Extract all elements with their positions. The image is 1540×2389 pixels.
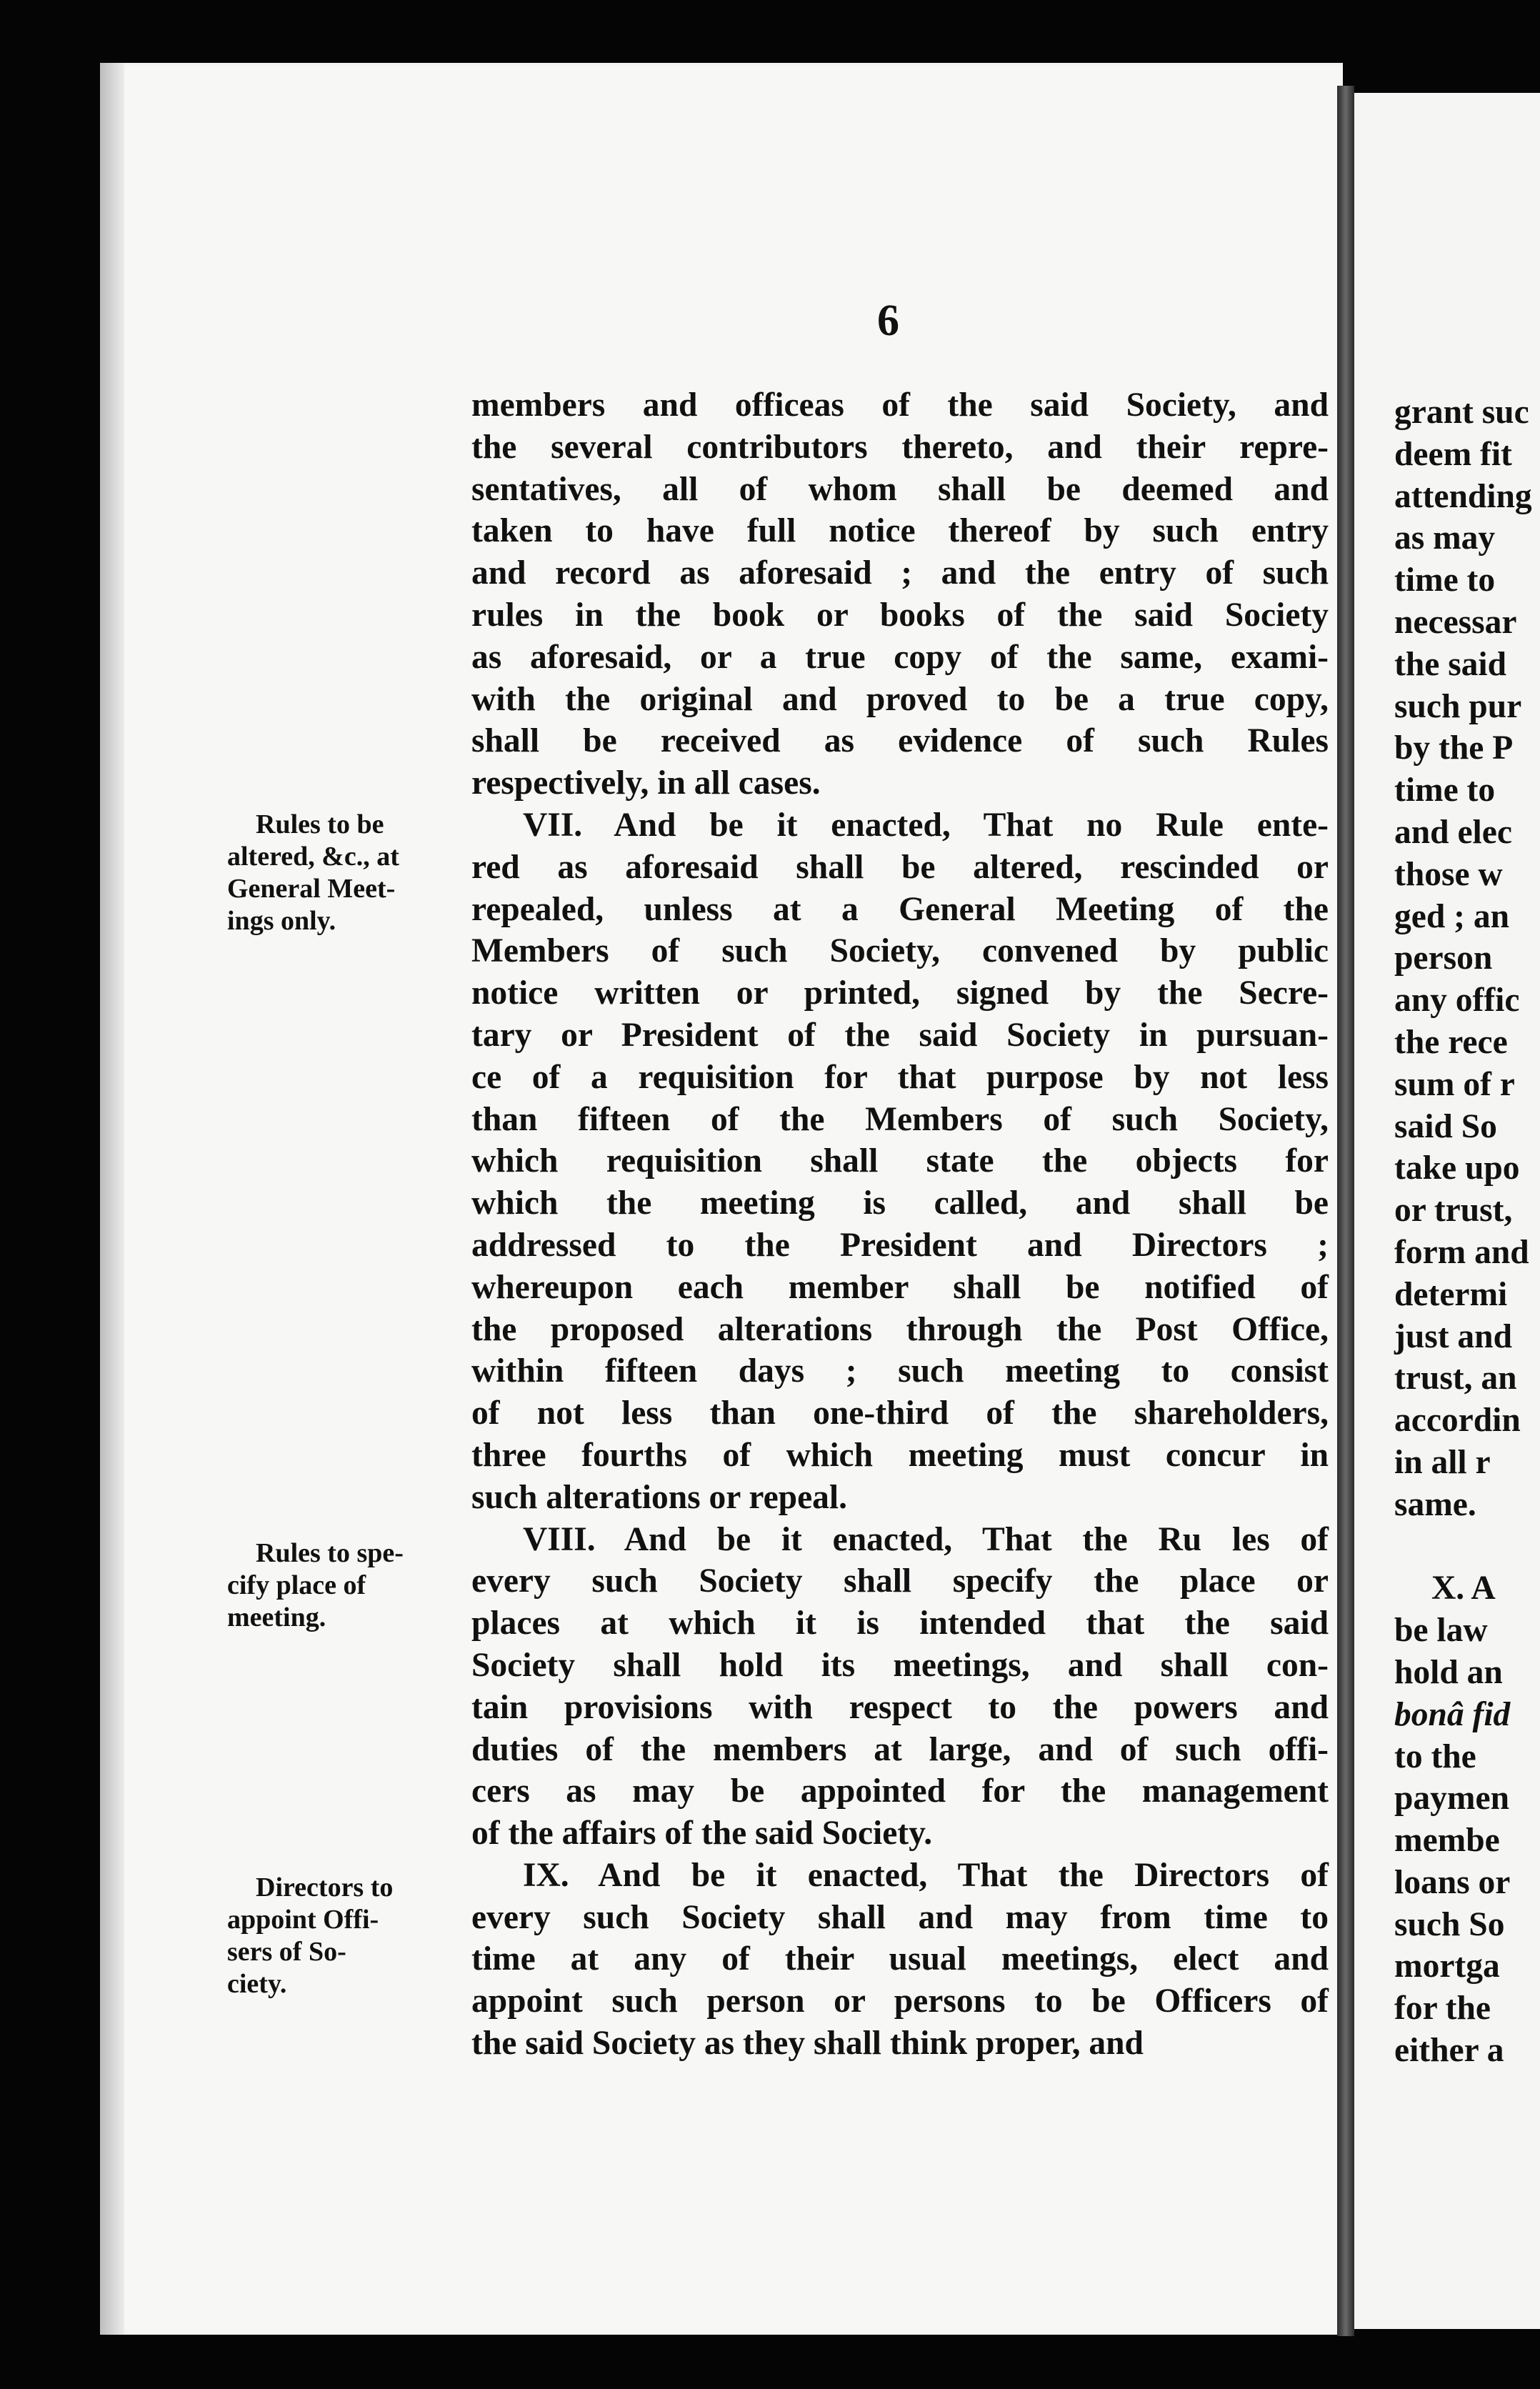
text-line: of the affairs of the said Society. bbox=[471, 1815, 933, 1852]
text-line: cers as may be appointed for the management bbox=[471, 1772, 1329, 1810]
right-page-line: take upo bbox=[1394, 1149, 1520, 1187]
text-line: every such Society shall and may from time to bbox=[471, 1898, 1329, 1936]
text-line: red as aforesaid shall be altered, rescinded or bbox=[471, 848, 1329, 886]
margin-note-line: Rules to be bbox=[256, 809, 384, 839]
right-page-line: same. bbox=[1394, 1485, 1476, 1523]
margin-note-rules-place bbox=[227, 1537, 463, 1634]
text-line: members and officeas of the said Society, and bbox=[471, 386, 1329, 424]
right-page-line: be law bbox=[1394, 1612, 1488, 1650]
right-page-line: such pur bbox=[1394, 687, 1522, 725]
right-page-line: trust, an bbox=[1394, 1360, 1517, 1397]
text-line: than fifteen of the Members of such Society, bbox=[471, 1100, 1329, 1138]
left-page-edge bbox=[100, 63, 124, 2335]
margin-note-line: General Meet- bbox=[227, 874, 396, 904]
right-page-line: accordin bbox=[1394, 1402, 1521, 1440]
right-page-line: to the bbox=[1394, 1737, 1476, 1775]
right-page-line: the rece bbox=[1394, 1023, 1508, 1061]
text-line: within fifteen days ; such meeting to consist bbox=[471, 1352, 1329, 1390]
right-page-line: those w bbox=[1394, 855, 1503, 893]
margin-note-line: sers of So- bbox=[227, 1937, 346, 1967]
text-line: of not less than one-third of the shareholders, bbox=[471, 1395, 1329, 1432]
main-body-text bbox=[471, 384, 1329, 2065]
right-page-line: ged ; an bbox=[1394, 897, 1509, 935]
right-page-line: paymen bbox=[1394, 1780, 1509, 1817]
text-line: three fourths of which meeting must concur in bbox=[471, 1436, 1329, 1474]
book-gutter bbox=[1337, 86, 1354, 2336]
margin-note-directors bbox=[227, 1872, 463, 2000]
right-page-line: person bbox=[1394, 939, 1493, 977]
text-line: taken to have full notice thereof by such entry bbox=[471, 512, 1329, 550]
text-line: whereupon each member shall be notified of bbox=[471, 1268, 1329, 1306]
margin-note-line: altered, &c., at bbox=[227, 842, 399, 872]
text-line: rules in the book or books of the said Society bbox=[471, 596, 1329, 634]
right-page-line: said So bbox=[1394, 1107, 1497, 1145]
right-page-line: and elec bbox=[1394, 813, 1512, 851]
text-line: tain provisions with respect to the powers and bbox=[471, 1688, 1329, 1726]
text-line: VII. And be it enacted, That no Rule ente- bbox=[523, 806, 1329, 844]
right-page-line: by the P bbox=[1394, 729, 1514, 767]
right-page-line: mortga bbox=[1394, 1947, 1500, 1985]
margin-note-line: appoint Offi- bbox=[227, 1905, 379, 1935]
margin-note-line: meeting. bbox=[227, 1602, 326, 1632]
text-line: the proposed alterations through the Post Office, bbox=[471, 1310, 1329, 1348]
right-page-line: determi bbox=[1394, 1275, 1508, 1313]
text-line: notice written or printed, signed by the Secre- bbox=[471, 974, 1329, 1012]
right-page-line: or trust, bbox=[1394, 1192, 1513, 1230]
right-page-line: X. A bbox=[1431, 1570, 1496, 1607]
text-line: tary or President of the said Society in pursuan- bbox=[471, 1016, 1329, 1054]
margin-note-line: Directors to bbox=[256, 1872, 394, 1902]
right-page-line: any offic bbox=[1394, 982, 1520, 1019]
text-line: places at which it is intended that the said bbox=[471, 1605, 1329, 1642]
right-page-line: in all r bbox=[1394, 1443, 1491, 1481]
text-line: every such Society shall specify the place or bbox=[471, 1562, 1329, 1600]
right-page-line: attending bbox=[1394, 477, 1532, 515]
right-page-line: sum of r bbox=[1394, 1065, 1515, 1103]
right-page-line: just and bbox=[1394, 1317, 1512, 1355]
right-page-line: deem fit bbox=[1394, 435, 1512, 473]
right-page-line: form and bbox=[1394, 1233, 1529, 1271]
text-line: which requisition shall state the objects for bbox=[471, 1142, 1329, 1180]
margin-note-line: Rules to spe- bbox=[256, 1538, 404, 1568]
text-line: the said Society as they shall think proper, and bbox=[471, 2025, 1144, 2063]
right-page-text bbox=[1394, 391, 1540, 2072]
right-page-line: time to bbox=[1394, 772, 1496, 809]
text-line: with the original and proved to be a true copy, bbox=[471, 680, 1329, 718]
text-line: shall be received as evidence of such Rules bbox=[471, 722, 1329, 760]
margin-note-rules-altered bbox=[227, 809, 463, 937]
right-page-line: bonâ fid bbox=[1394, 1695, 1511, 1733]
text-line: and record as aforesaid ; and the entry of such bbox=[471, 554, 1329, 592]
right-page-line: necessar bbox=[1394, 603, 1517, 641]
text-line: as aforesaid, or a true copy of the same, exami- bbox=[471, 638, 1329, 676]
text-line: appoint such person or persons to be Officers of bbox=[471, 1982, 1329, 2020]
text-line: VIII. And be it enacted, That the Ru les of bbox=[523, 1520, 1329, 1558]
text-line: such alterations or repeal. bbox=[471, 1478, 847, 1516]
right-page-line: for the bbox=[1394, 1990, 1491, 2028]
text-line: IX. And be it enacted, That the Directors of bbox=[523, 1856, 1329, 1894]
text-line: respectively, in all cases. bbox=[471, 764, 821, 802]
text-line: sentatives, all of whom shall be deemed and bbox=[471, 470, 1329, 508]
right-page-line: membe bbox=[1394, 1822, 1500, 1860]
right-page-line: loans or bbox=[1394, 1863, 1511, 1901]
text-line: addressed to the President and Directors ; bbox=[471, 1226, 1329, 1264]
margin-note-line: ciety. bbox=[227, 1969, 287, 1999]
right-page-line: as may bbox=[1394, 519, 1496, 557]
margin-note-line: ings only. bbox=[227, 906, 336, 936]
margin-note-line: cify place of bbox=[227, 1570, 366, 1600]
right-page-line: the said bbox=[1394, 645, 1507, 683]
right-page-line: such So bbox=[1394, 1905, 1505, 1943]
text-line: the several contributors thereto, and their repre- bbox=[471, 428, 1329, 466]
text-line: repealed, unless at a General Meeting of the bbox=[471, 890, 1329, 928]
text-line: Members of such Society, convened by public bbox=[471, 932, 1329, 970]
right-page-line: grant suc bbox=[1394, 394, 1529, 431]
text-line: which the meeting is called, and shall be bbox=[471, 1184, 1329, 1222]
right-page-line: hold an bbox=[1394, 1653, 1503, 1691]
line-gap bbox=[1394, 1526, 1540, 1568]
right-page-line: either a bbox=[1394, 2032, 1504, 2070]
text-line: ce of a requisition for that purpose by not less bbox=[471, 1058, 1329, 1096]
right-page-line: time to bbox=[1394, 562, 1496, 599]
text-line: time at any of their usual meetings, elect and bbox=[471, 1940, 1329, 1978]
page-number: 6 bbox=[877, 296, 899, 345]
text-line: duties of the members at large, and of such offi- bbox=[471, 1730, 1329, 1768]
text-line: Society shall hold its meetings, and shall con- bbox=[471, 1646, 1329, 1684]
